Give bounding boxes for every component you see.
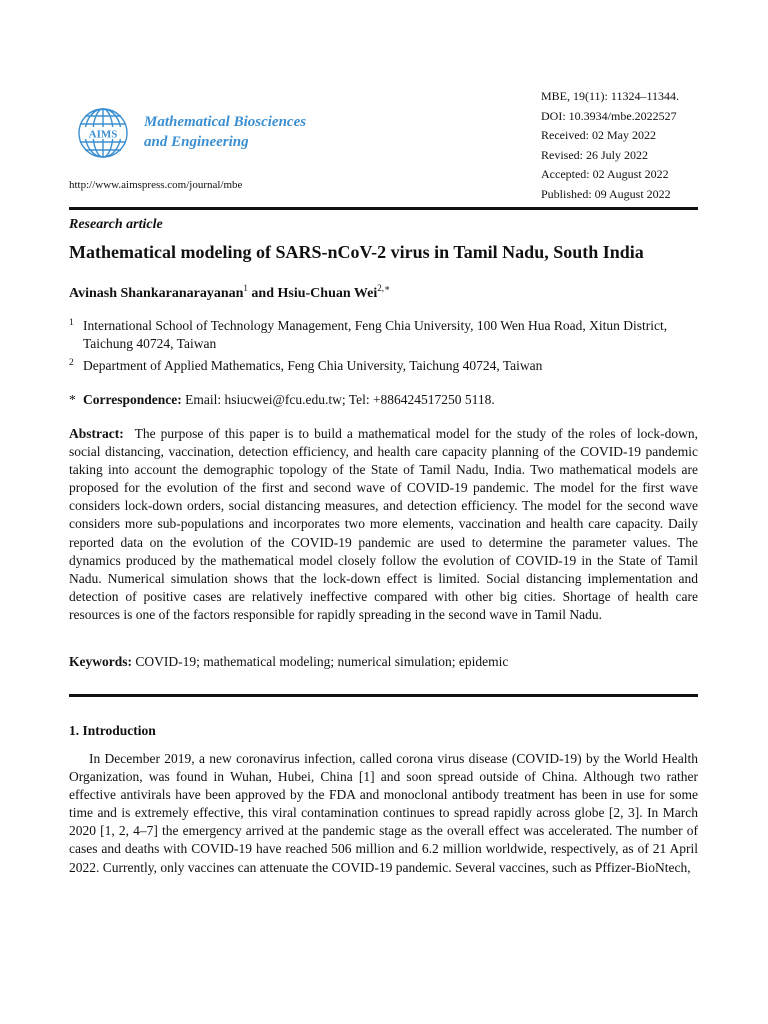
keywords-label: Keywords: xyxy=(69,654,132,669)
article-title: Mathematical modeling of SARS-nCoV-2 virus in Tamil Nadu, South India xyxy=(69,242,644,262)
journal-name xyxy=(144,112,374,152)
author-name[interactable]: Avinash Shankaranarayanan xyxy=(69,286,244,301)
journal-name-line1: Mathematical Biosciences xyxy=(144,114,307,130)
published-date: Published: 09 August 2022 xyxy=(541,186,671,201)
citation: MBE, 19(11): 11324–11344. xyxy=(541,89,679,103)
accepted-date: Accepted: 02 August 2022 xyxy=(541,167,669,182)
abstract-label: Abstract: xyxy=(69,426,124,441)
author-list xyxy=(69,285,390,303)
affiliation xyxy=(69,317,709,353)
doi[interactable]: DOI: 10.3934/mbe.2022527 xyxy=(541,108,677,123)
correspondence-label: Correspondence: xyxy=(83,392,182,407)
introduction-paragraph: In December 2019, a new coronavirus infection, called corona virus disease (COVID-19) by the World Health Organization, was found in Wuhan, Hubei, China [1] and soon spread outside of China. Although two rather effective antivirals have been approved by the FDA and monoclonal antibody treatment has been in use for some time and is extremely effective, this viral contamination continues to spread rapidly across globe [2, 3]. In March 2020 [1, 2, 4–7] the emergency arrived at the pandemic stage as the overall effect was accelerated. The number of cases and deaths with COVID-19 have reached 506 million and 6.2 million worldwide, respectively, as of 21 April 2022. Currently, only vaccines can attenuate the COVID-19 pandemic. Several vaccines, such as Pffizer-BioNtech, xyxy=(69,751,698,875)
globe-icon xyxy=(76,106,130,160)
abstract xyxy=(69,425,698,624)
received-date: Received: 02 May 2022 xyxy=(541,128,656,143)
abstract-divider xyxy=(69,694,698,697)
author-conjunction: and xyxy=(247,286,278,301)
journal-url[interactable]: http://www.aimspress.com/journal/mbe xyxy=(69,179,243,191)
affiliation-text: Department of Applied Mathematics, Feng Chia University, Taichung 40724, Taiwan xyxy=(83,358,543,373)
correspondence-text[interactable]: Email: hsiucwei@fcu.edu.tw; Tel: +886424517250 5118. xyxy=(181,392,495,407)
header-divider xyxy=(69,207,698,210)
author-name[interactable]: Hsiu-Chuan Wei xyxy=(277,286,378,301)
affiliation-number: 2 xyxy=(69,358,74,368)
correspondence xyxy=(69,391,495,409)
journal-name-line2: and Engineering xyxy=(144,134,249,150)
article-metadata xyxy=(541,87,679,205)
correspondence-mark: * xyxy=(69,392,76,407)
affiliation-text: International School of Technology Management, Feng Chia University, 100 Wen Hua Road, Xitun District, Taichung 40724, Taiwan xyxy=(83,318,668,351)
logo-text: AIMS xyxy=(88,128,118,141)
journal-logo xyxy=(76,106,130,160)
section-heading: 1. Introduction xyxy=(69,723,156,738)
keywords-text: COVID-19; mathematical modeling; numerical simulation; epidemic xyxy=(132,654,509,669)
keywords xyxy=(69,653,508,671)
abstract-text: The purpose of this paper is to build a mathematical model for the study of the roles of lock-down, social distancing, vaccination, detection efficiency, and health care capacity planning of the COVID-19 pandemic taking into account the demographic topology of the State of Tamil Nadu, India. Two mathematical models are proposed for the evolution of the first and second wave of COVID-19 pandemic. The model for the first wave considers lock-down orders, social distancing measures, and detection efficiency. The model for the second wave considers more sub-populations and incorporates two more elements, vaccination and health care capacity. Daily reported data on the evolution of the COVID-19 pandemic are used to determine the parameter values. The dynamics produced by the mathematical model closely follow the evolution of COVID-19 in the State of Tamil Nadu. Numerical simulation shows that the lock-down effect is limited. Social distancing implementation and detection of positive cases are relatively ineffective compared with other big cities. Shortage of health care resources is one of the factors responsible for rapidly spreading in the second wave in Tamil Nadu. xyxy=(69,426,698,622)
author-affiliation-mark: 1 xyxy=(243,283,248,293)
revised-date: Revised: 26 July 2022 xyxy=(541,147,648,162)
article-type: Research article xyxy=(69,217,163,232)
affiliation xyxy=(69,357,709,375)
author-affiliation-mark: 2,∗ xyxy=(377,283,391,293)
affiliation-number: 1 xyxy=(69,318,74,328)
